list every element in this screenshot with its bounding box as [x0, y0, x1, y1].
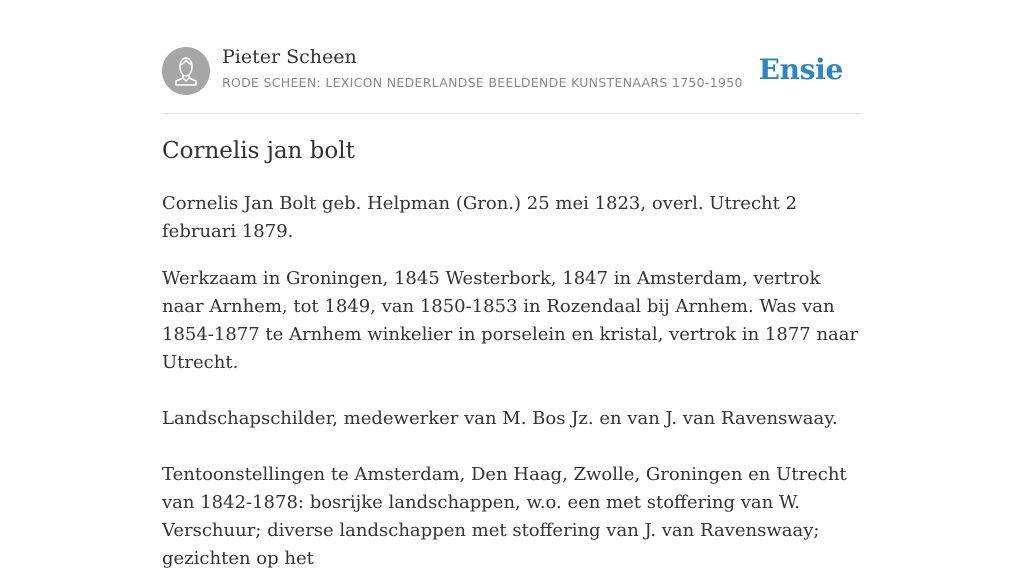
- paragraph-profession: Landschapschilder, medewerker van M. Bos Jz. en van J. van Ravenswaay.: [162, 408, 838, 429]
- paragraph-residence: Werkzaam in Groningen, 1845 Westerbork, 1847 in Amsterdam, vertrok naar Arnhem, tot 1849, van 1850-1853 in Rozendaal bij Arnhem. Was van 1854-1877 te Arnhem winkelier in porselein en kristal, vertrok in 1877 naar Utrecht.: [162, 268, 859, 373]
- source-lexicon[interactable]: RODE SCHEEN: LEXICON NEDERLANDSE BEELDENDE KUNSTENAARS 1750-1950: [222, 75, 743, 90]
- paragraph-exhibitions: Tentoonstellingen te Amsterdam, Den Haag, Zwolle, Groningen en Utrecht van 1842-1878: bosrijke landschappen, w.o. een met stoffering van W. Verschuur; diverse landschappen met stoffering van J. van Ravenswaay; gezichten op het: [162, 464, 847, 569]
- article-header: [162, 0, 862, 114]
- author-name[interactable]: Pieter Scheen: [222, 46, 357, 68]
- page-title: Cornelis jan bolt: [162, 138, 355, 164]
- ensie-logo[interactable]: Ensie: [758, 53, 843, 86]
- user-avatar-icon[interactable]: [162, 47, 210, 95]
- article-body: [162, 190, 862, 573]
- paragraph-birth-death: Cornelis Jan Bolt geb. Helpman (Gron.) 25 mei 1823, overl. Utrecht 2 februari 1879.: [162, 193, 798, 242]
- page-container: [162, 0, 862, 569]
